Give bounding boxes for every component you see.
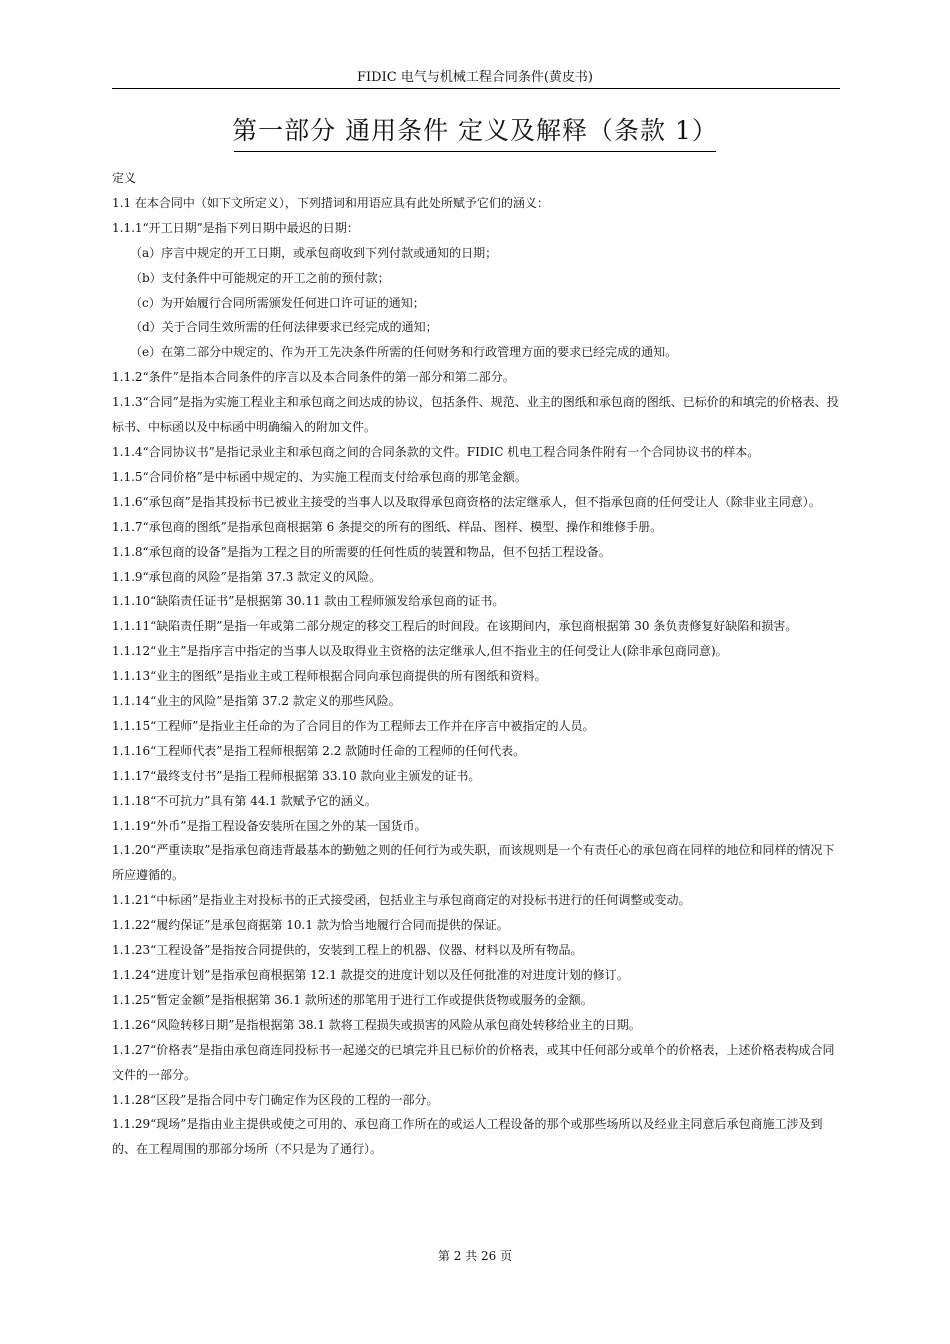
clause-paragraph: 1.1.1“开工日期”是指下列日期中最迟的日期： [112,220,359,235]
clause-paragraph: 1.1.8“承包商的设备”是指为工程之目的所需要的任何性质的装置和物品，但不包括工程设备。 [112,544,611,559]
clause-paragraph: 1.1.29“现场”是指由业主提供或使之可用的、承包商工作所在的或运人工程设备的那个或那些场所以及经业主同意后承包商施工涉及到的、在工程周围的那部分场所（不只是为了通行）。 [112,1117,823,1157]
clause-paragraph: （e）在第二部分中规定的、作为开工先决条件所需的任何财务和行政管理方面的要求已经完成的通知。 [130,345,678,360]
page-header: FIDIC 电气与机械工程合同条件(黄皮书) [357,70,593,85]
clause-paragraph: 1.1.10“缺陷责任证书”是根据第 30.11 款由工程师颁发给承包商的证书。 [112,594,505,609]
clause-paragraph: 1.1.25“暂定金额”是指根据第 36.1 款所述的那笔用于进行工作或提供货物或服务的金额。 [112,992,593,1007]
clause-paragraph: 1.1.22“履约保证”是承包商据第 10.1 款为恰当地履行合同而提供的保证。 [112,918,509,933]
clause-paragraph: （d）关于合同生效所需的任何法律要求已经完成的通知； [130,320,438,335]
clause-paragraph: 1.1.13“业主的图纸”是指业主或工程师根据合同向承包商提供的所有图纸和资料。 [112,669,547,684]
page-footer: 第 2 共 26 页 [437,1249,513,1263]
clause-paragraph: 1.1.3“合同”是指为实施工程业主和承包商之间达成的协议，包括条件、规范、业主的图纸和承包商的图纸、已标价的和填完的价格表、投标书、中标函以及中标函中明确编入的附加文件。 [112,395,839,435]
clause-paragraph: 1.1.16“工程师代表”是指工程师根据第 2.2 款随时任命的工程师的任何代表。 [112,743,526,758]
clause-paragraph: 1.1.21“中标函”是指业主对投标书的正式接受函，包括业主与承包商商定的对投标书进行的任何调整或变动。 [112,893,691,908]
document-body [112,166,840,1162]
clause-paragraph: 1.1.18“不可抗力”具有第 44.1 款赋予它的涵义。 [112,793,377,808]
clause-paragraph: 1.1.6“承包商”是指其投标书已被业主接受的当事人以及取得承包商资格的法定继承人，但不指承包商的任何受让人（除非业主同意）。 [112,494,821,509]
page-title: 第一部分 通用条件 定义及解释（条款 1） [232,116,718,145]
clause-paragraph: 1.1.24“进度计划”是指承包商根据第 12.1 款提交的进度计划以及任何批准的对进度计划的修订。 [112,968,629,982]
clause-paragraph: 1.1.20“严重读取”是指承包商违背最基本的勤勉之则的任何行为或失职，而该规则是一个有责任心的承包商在同样的地位和同样的情况下所应遵循的。 [112,843,835,883]
clause-paragraph: （a）序言中规定的开工日期，或承包商收到下列付款或通知的日期； [130,245,498,260]
clause-paragraph: 1.1.7“承包商的图纸”是指承包商根据第 6 条提交的所有的图纸、样品、图样、模型、操作和维修手册。 [112,519,663,534]
clause-paragraph: 1.1.17“最终支付书”是指工程师根据第 33.10 款向业主颁发的证书。 [112,768,481,783]
title-underline [234,151,716,152]
header-divider [112,88,840,89]
clause-paragraph: 1.1.11“缺陷责任期”是指一年或第二部分规定的移交工程后的时间段。在该期间内，承包商根据第 30 条负责修复好缺陷和损害。 [112,619,798,634]
clause-paragraph: 1.1.19“外币”是指工程设备安装所在国之外的某一国货币。 [112,818,427,833]
clause-paragraph: 1.1.23“工程设备”是指按合同提供的，安装到工程上的机器、仪器、材料以及所有物品。 [112,943,583,958]
clause-paragraph: 1.1.2“条件”是指本合同条件的序言以及本合同条件的第一部分和第二部分。 [112,370,515,385]
clause-paragraph: （c）为开始履行合同所需颁发任何进口许可证的通知； [130,295,425,310]
clause-paragraph: 1.1.14“业主的风险”是指第 37.2 款定义的那些风险。 [112,694,401,709]
clause-paragraph: 1.1.4“合同协议书”是指记录业主和承包商之间的合同条款的文件。FIDIC 机电工程合同条件附有一个合同协议书的样本。 [112,444,760,459]
clause-paragraph: 1.1.26“风险转移日期”是指根据第 38.1 款将工程损失或损害的风险从承包商处转移给业主的日期。 [112,1017,641,1032]
clause-paragraph: 1.1.27“价格表”是指由承包商连同投标书一起递交的已填完并且已标价的价格表，或其中任何部分或单个的价格表，上述价格表构成合同文件的一部分。 [112,1042,835,1082]
clause-paragraph: 1.1.5“合同价格”是中标函中规定的、为实施工程而支付给承包商的那笔金额。 [112,469,527,484]
clause-paragraph: 1.1 在本合同中（如下文所定义），下列措词和用语应具有此处所赋予它们的涵义： [112,195,549,210]
clause-paragraph: 1.1.9“承包商的风险”是指第 37.3 款定义的风险。 [112,569,382,584]
clause-paragraph: （b）支付条件中可能规定的开工之前的预付款； [130,270,390,285]
clause-paragraph: 1.1.28“区段”是指合同中专门确定作为区段的工程的一部分。 [112,1092,439,1107]
clause-paragraph: 1.1.12“业主”是指序言中指定的当事人以及取得业主资格的法定继承人,但不指业主的任何受让人(除非承包商同意)。 [112,644,728,659]
clause-paragraph: 1.1.15“工程师”是指业主任命的为了合同目的作为工程师去工作并在序言中被指定的人员。 [112,718,595,733]
clause-paragraph: 定义 [112,171,137,185]
